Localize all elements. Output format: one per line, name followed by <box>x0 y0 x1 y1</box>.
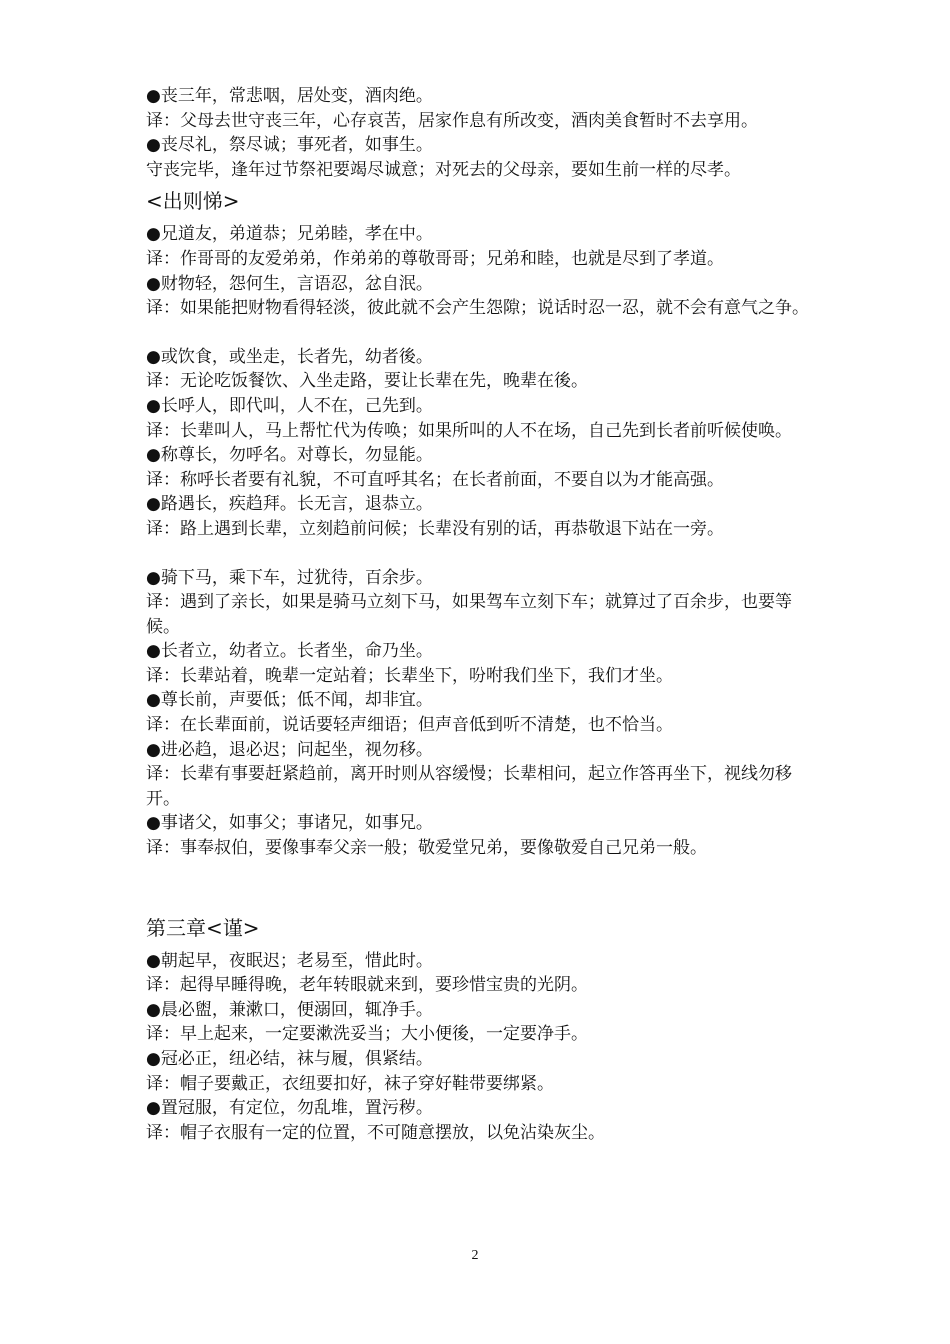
text-line: 译：无论吃饭餐饮、入坐走路，要让长辈在先，晚辈在後。 <box>146 371 588 392</box>
text-line: 译：遇到了亲长，如果是骑马立刻下马，如果驾车立刻下车；就算过了百余步，也要等候。 <box>146 592 792 637</box>
text-line: ●长者立，幼者立。长者坐，命乃坐。 <box>146 641 433 662</box>
text-line: ●置冠服，有定位，勿乱堆，置污秽。 <box>146 1098 433 1119</box>
text-line: ●长呼人，即代叫，人不在，己先到。 <box>146 395 433 416</box>
spacer <box>146 861 810 909</box>
text-line: ●财物轻，怨何生，言语忍，忿自泯。 <box>146 273 433 294</box>
text-line: ●朝起早，夜眠迟；老易至，惜此时。 <box>146 950 433 971</box>
text-line: ●或饮食，或坐走，长者先，幼者後。 <box>146 346 433 367</box>
chapter-heading: 第三章<谨> <box>146 915 260 940</box>
text-line: 守丧完毕，逢年过节祭祀要竭尽诚意；对死去的父母亲，要如生前一样的尽孝。 <box>146 159 741 180</box>
text-line: 译：路上遇到长辈，立刻趋前问候；长辈没有别的话，再恭敬退下站在一旁。 <box>146 518 724 539</box>
text-line: 译：长辈叫人，马上帮忙代为传唤；如果所叫的人不在场，自己先到长者前听候使唤。 <box>146 420 792 441</box>
text-line: ●冠必正，纽必结，袜与履，俱紧结。 <box>146 1049 433 1069</box>
text-line: ●称尊长，勿呼名。对尊长，勿显能。 <box>146 445 433 466</box>
text-line: ●骑下马，乘下车，过犹待，百余步。 <box>146 567 433 588</box>
page-content <box>146 84 810 1145</box>
paragraph-block <box>146 949 810 1146</box>
text-line: 译：父母去世守丧三年，心存哀苦，居家作息有所改变，酒肉美食暂时不去享用。 <box>146 110 758 131</box>
paragraph-block <box>146 222 810 320</box>
text-line: 译：如果能把财物看得轻淡，彼此就不会产生怨隙；说话时忍一忍，就不会有意气之争。 <box>146 298 809 319</box>
section-mourning <box>146 84 810 182</box>
spacer <box>146 542 810 566</box>
page-number: 2 <box>471 1248 479 1263</box>
text-line: 译：事奉叔伯，要像事奉父亲一般；敬爱堂兄弟，要像敬爱自己兄弟一般。 <box>146 838 707 859</box>
text-line: ●晨必盥，兼漱口，便溺回，辄净手。 <box>146 999 433 1020</box>
text-line: 译：帽子要戴正，衣纽要扣好，袜子穿好鞋带要绑紧。 <box>146 1073 554 1094</box>
text-line: 译：长辈站着，晚辈一定站着；长辈坐下，吩咐我们坐下，我们才坐。 <box>146 665 673 686</box>
text-line: ●尊长前，声要低；低不闻，却非宜。 <box>146 690 433 711</box>
text-line: ●兄道友，弟道恭；兄弟睦，孝在中。 <box>146 224 433 245</box>
text-line: 译：早上起来，一定要漱洗妥当；大小便後，一定要净手。 <box>146 1024 588 1045</box>
paragraph-block <box>146 345 810 542</box>
text-line: 译：作哥哥的友爱弟弟，作弟弟的尊敬哥哥；兄弟和睦，也就是尽到了孝道。 <box>146 248 724 269</box>
text-line: 译：长辈有事要赶紧趋前，离开时则从容缓慢；长辈相问，起立作答再坐下，视线勿移开。 <box>146 764 792 809</box>
section-heading: <出则悌> <box>146 189 240 214</box>
text-line: ●丧尽礼，祭尽诚；事死者，如事生。 <box>146 135 433 156</box>
text-line: ●事诸父，如事父；事诸兄，如事兄。 <box>146 813 433 834</box>
text-line: 译：帽子衣服有一定的位置，不可随意摆放，以免沾染灰尘。 <box>146 1122 605 1143</box>
text-line: ●路遇长，疾趋拜。长无言，退恭立。 <box>146 494 433 515</box>
spacer <box>146 321 810 345</box>
text-line: 译：称呼长者要有礼貌，不可直呼其名；在长者前面，不要自以为才能高强。 <box>146 469 724 490</box>
text-line: ●进必趋，退必迟；问起坐，视勿移。 <box>146 739 433 760</box>
paragraph-block <box>146 566 810 861</box>
text-line: 译：在长辈面前，说话要轻声细语；但声音低到听不清楚，也不恰当。 <box>146 715 673 736</box>
text-line: 译：起得早睡得晚，老年转眼就来到，要珍惜宝贵的光阴。 <box>146 975 588 996</box>
text-line: ●丧三年，常悲咽，居处变，酒肉绝。 <box>146 86 433 106</box>
